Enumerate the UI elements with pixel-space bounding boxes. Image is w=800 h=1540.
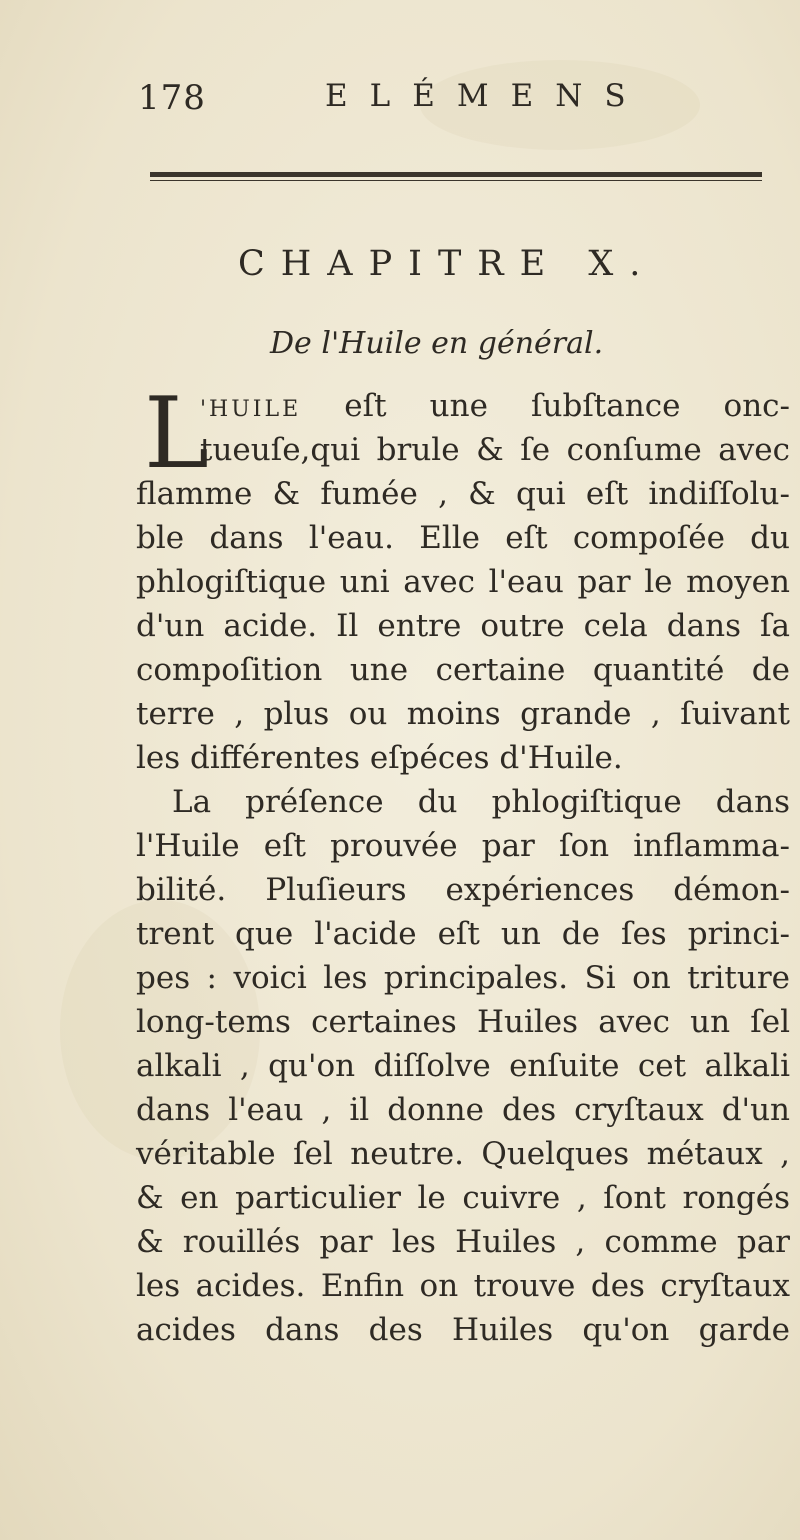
text-line: terre , plus ou moins grande , ſuivant (136, 696, 790, 732)
text-line: l'Huile eſt prouvée par ſon inflamma- (136, 828, 790, 864)
text-line (136, 384, 790, 428)
first-word-small-caps: 'HUILE (200, 397, 302, 422)
text-line: les différentes eſpéces d'Huile. (136, 740, 623, 776)
text-line: & en particulier le cuivre , ſont rongés (136, 1180, 790, 1216)
text-line: La préſence du phlogiſtique dans (172, 784, 790, 820)
text-line: trent que l'acide eſt un de ſes princi- (136, 916, 790, 952)
text-line: & rouillés par les Huiles , comme par (136, 1224, 790, 1260)
first-line-rest: eſt une ſubſtance onc- (301, 388, 790, 424)
running-head (0, 70, 800, 120)
text-line: les acides. Enfin on trouve des cryſtaux (136, 1268, 790, 1304)
header-rule-thin (150, 180, 762, 181)
text-line: véritable ſel neutre. Quelques métaux , (136, 1136, 790, 1172)
text-line: pes : voici les principales. Si on triture (136, 960, 790, 996)
drop-capital: L (144, 377, 210, 491)
text-line: acides dans des Huiles qu'on garde (136, 1312, 790, 1348)
text-line: bilité. Pluſieurs expériences démon- (136, 872, 790, 908)
header-rule (150, 172, 762, 177)
body-text (136, 377, 790, 1352)
section-title: De l'Huile en général. (270, 326, 604, 361)
text-line: ble dans l'eau. Elle eſt compoſée du (136, 520, 790, 556)
text-line: compoſition une certaine quantité de (136, 652, 790, 688)
text-line: d'un acide. Il entre outre cela dans ſa (136, 608, 790, 644)
text-line: dans l'eau , il donne des cryſtaux d'un (136, 1092, 790, 1128)
page-number: 178 (138, 78, 206, 118)
text-line: tueuſe,qui brule & ſe conſume avec (200, 432, 790, 468)
running-title: ELÉMENS (325, 78, 648, 114)
chapter-title: CHAPITRE X. (238, 244, 657, 284)
text-line: long-tems certaines Huiles avec un ſel (136, 1004, 790, 1040)
text-line: phlogiſtique uni avec l'eau par le moyen (136, 564, 790, 600)
text-line: flamme & fumée , & qui eſt indiſſolu- (136, 476, 790, 512)
text-line: alkali , qu'on diſſolve enſuite cet alkali (136, 1048, 790, 1084)
